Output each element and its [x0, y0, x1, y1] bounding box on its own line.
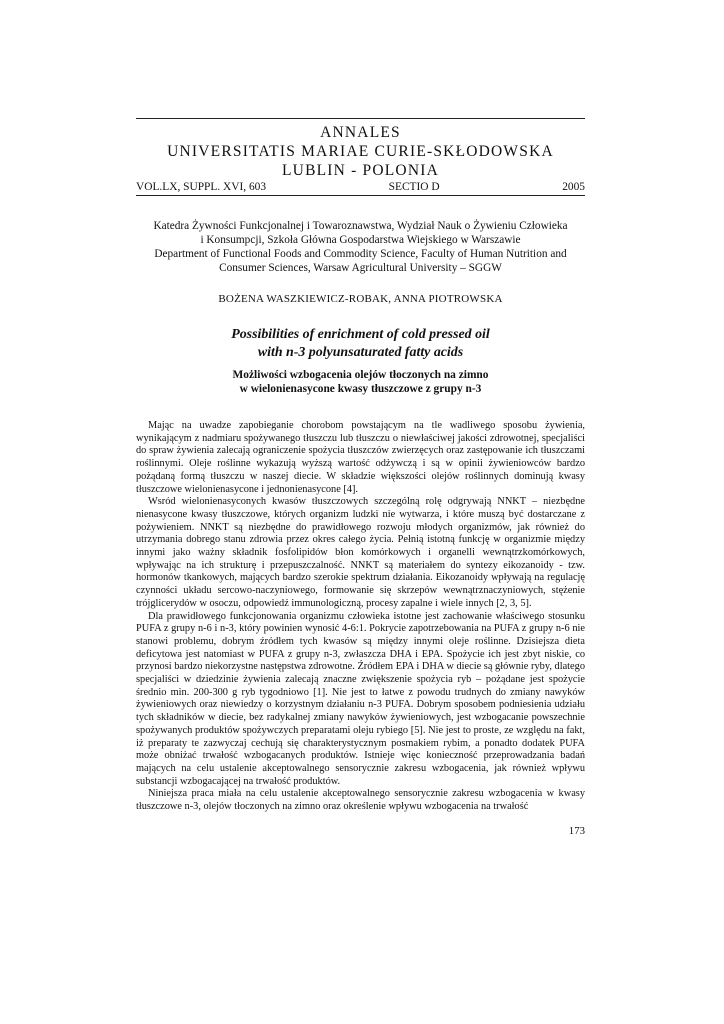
title-english-line: with n-3 polyunsaturated fatty acids	[257, 345, 464, 360]
affiliation-line: Katedra Żywności Funkcjonalnej i Towaroznawstwa, Wydział Nauk o Żywieniu Człowieka	[153, 220, 568, 232]
journal-line-city: LUBLIN - POLONIA	[282, 162, 439, 179]
volume-row	[136, 180, 585, 195]
authors: BOŻENA WASZKIEWICZ-ROBAK, ANNA PIOTROWSKA	[218, 293, 503, 305]
title-english-line: Possibilities of enrichment of cold pressed oil	[231, 327, 490, 342]
bottom-rule	[136, 195, 585, 196]
page-number: 173	[568, 825, 585, 837]
volume-info: VOL.LX, SUPPL. XVI, 603	[136, 181, 267, 193]
affiliation-line: i Konsumpcji, Szkoła Główna Gospodarstwa Wiejskiego w Warszawie	[200, 234, 521, 246]
paragraph: Wsród wielonienasyconych kwasów tłuszczowych szczególną rolę odgrywają NNKT – niezbędne nienasycone kwasy tłuszczowe, których organizm ludzki nie wytwarza, i które muszą być dostarczane z pożywieniem. NNKT są niezbędne do prawidłowego rozwoju młodych organizmów, jak również do utrzymania dobrego stanu zdrowia przez okres całego życia. Pełnią istotną funkcję w organizmie między innymi jako ważny składnik fosfolipidów błon komórkowych i organelli wewnątrzkomórkowych, wpływając na ich strukturę i przepuszczalność. NNKT są materiałem do syntezy eikozanoidy - tzw. hormonów tkankowych, mających bardzo szerokie spektrum działania. Eikozanoidy wpływają na regulację czynności układu sercowo-naczyniowego, formowanie się skrzepów wewnątrznaczyniowych, stężenie trójglicerydów w osoczu, odpowiedź immunologiczną, procesy zapalne i wiele innych [2, 3, 5].	[136, 496, 585, 609]
affiliation-line: Department of Functional Foods and Commodity Science, Faculty of Human Nutrition and	[154, 248, 567, 260]
top-rule	[136, 118, 585, 119]
paper-page	[136, 118, 585, 837]
paragraph: Mając na uwadze zapobieganie chorobom powstającym na tle wadliwego sposobu żywienia, wynikającym z nadmiaru spożywanego tłuszczu lub tłuszczu o niewłaściwej jakości zdrowotnej, specjaliści do spraw żywienia zalecają ograniczenie spożycia tłuszczów zwierzęcych oraz zastępowanie ich tłuszczami roślinnymi. Oleje roślinne wykazują wyższą wartość odżywczą i są w opinii żywieniowców bardzo pożądaną formą tłuszczu w naszej diecie. W składzie większości olejów roślinnych dominują kwasy tłuszczowe wielonienasycone i jednonienasycone [4].	[136, 420, 585, 495]
title-polish-line: w wielonienasycone kwasy tłuszczowe z grupy n-3	[239, 383, 482, 395]
affiliation	[136, 219, 585, 275]
section-info: SECTIO D	[388, 181, 440, 193]
body-text	[136, 420, 585, 814]
paragraph: Niniejsza praca miała na celu ustalenie akceptowalnego sensorycznie zakresu wzbogacenia w kwasy tłuszczowe n-3, olejów tłoczonych na zimno oraz określenie wpływu wzbogacenia na trwałość	[136, 788, 585, 813]
journal-line-university: UNIVERSITATIS MARIAE CURIE-SKŁODOWSKA	[167, 143, 554, 160]
title-english	[136, 326, 585, 362]
title-polish-line: Możliwości wzbogacenia olejów tłoczonych na zimno	[232, 369, 489, 381]
title-polish	[136, 368, 585, 396]
affiliation-line: Consumer Sciences, Warsaw Agricultural University – SGGW	[219, 262, 502, 274]
journal-line-annales: ANNALES	[320, 124, 401, 141]
year-info: 2005	[562, 181, 585, 193]
journal-header	[136, 123, 585, 180]
paragraph: Dla prawidłowego funkcjonowania organizmu człowieka istotne jest zachowanie właściwego stosunku PUFA z grupy n-6 i n-3, który powinien wynosić 4-6:1. Pokrycie zapotrzebowania na PUFA z grupy n-6 nie stanowi problemu, dobrym źródłem tych kwasów są między innymi oleje roślinne. Dzisiejsza dieta deficytowa jest natomiast w PUFA z grupy n-3, zwłaszcza DHA i EPA. Spożycie ich jest zbyt niskie, co przynosi bardzo niekorzystne następstwa zdrowotne. Źródłem EPA i DHA w diecie są głównie ryby, dlatego specjaliści w dziedzinie żywienia zalecają znaczne zwiększenie spożycia ryb – pożądane jest spożycie średnio min. 200-300 g ryb tygodniowo [1]. Nie jest to łatwe z powodu trudnych do zmiany nawyków żywieniowych oraz niewiedzy o korzystnym działaniu n-3 PUFA. Dobrym sposobem podniesienia udziału tych składników w diecie, bez radykalnej zmiany nawyków żywieniowych, jest wzbogacanie powszechnie spożywanych produktów spożywczych preparatami oleju rybiego [5]. Nie jest to proste, ze względu na fakt, iż preparaty te zazwyczaj cechują się charakterystycznym posmakiem rybim, a ponadto dodatek PUFA może obniżać trwałość wzbogacanych produktów. Istnieje więc konieczność przeprowadzania badań mających na celu ustalenie akceptowalnego sensorycznie zakresu wzbogacenia, jak również wpływu substancji wzbogacającej na trwałość produktów.	[136, 610, 585, 787]
